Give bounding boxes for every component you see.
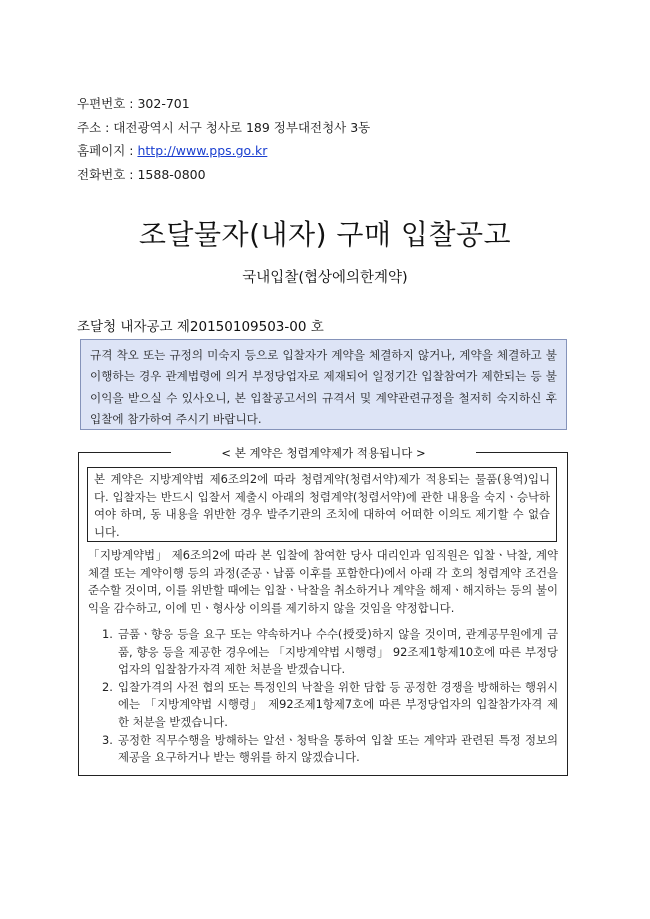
page-subtitle: 국내입찰(협상에의한계약) xyxy=(242,270,408,286)
item-text: 입찰가격의 사전 협의 또는 특정인의 낙찰을 위한 담합 등 공정한 경쟁을 방해하는 행위시에는 「지방계약법 시행령」 제92조제1항제7호에 따른 부정당업자의 입찰참가자격 제한 처분을 받겠습니다. xyxy=(118,679,558,729)
item-number: 3. xyxy=(102,732,113,747)
warning-notice: 규격 착오 또는 규정의 미숙지 등으로 입찰자가 계약을 체결하지 않거나, 계약을 체결하고 불이행하는 경우 관계법령에 의거 부정당업자로 제재되어 일정기간 입찰참여가 제한되는 등 불이익을 받으실 수 있사오니, 본 입찰공고서의 규격서 및 계약관련규정을 철저히 숙지하신 후 입찰에 참가하여 주시기 바랍니다. xyxy=(80,339,567,430)
address: 주소 : 대전광역시 서구 청사로 189 정부대전청사 3동 xyxy=(77,119,371,135)
homepage xyxy=(77,139,370,163)
phone-number: 전화번호 : 1588-0800 xyxy=(77,166,206,182)
contact-header xyxy=(77,92,370,186)
homepage-link[interactable]: http://www.pps.go.kr xyxy=(137,143,268,158)
item-text: 공정한 직무수행을 방해하는 알선ㆍ청탁을 통하여 입찰 또는 계약과 관련된 특정 정보의 제공을 요구하거나 받는 행위를 하지 않겠습니다. xyxy=(118,732,558,765)
list-item xyxy=(102,732,558,767)
pledge-text: 「지방계약법」 제6조의2에 따라 본 입찰에 참여한 당사 대리인과 임직원은 입찰ㆍ낙찰, 계약체결 또는 계약이행 등의 과정(준공ㆍ납품 이후를 포함한다)에서 아래 각 호의 청렴계약 조건을 준수할 것이며, 이를 위반할 때에는 입찰ㆍ낙찰을 취소하거나 계약을 해제ㆍ해지하는 등의 불이익을 감수하고, 이에 민ㆍ형사상 이의를 제기하지 않을 것임을 약정합니다. xyxy=(88,548,558,615)
list-item xyxy=(102,679,558,732)
item-text: 금품ㆍ향응 등을 요구 또는 약속하거나 수수(授受)하지 않을 것이며, 관계공무원에게 금품, 향응 등을 제공한 경우에는 「지방계약법 시행령」 92조제1항제10호에 따른 부정당업자의 입찰참가자격 제한 처분을 받겠습니다. xyxy=(118,627,558,677)
postal-code: 우편번호 : 302-701 xyxy=(77,96,190,111)
notice-number: 조달청 내자공고 제20150109503-00 호 xyxy=(77,319,324,335)
homepage-label: 홈페이지 : xyxy=(77,143,138,158)
page-title: 조달물자(내자) 구매 입찰공고 xyxy=(138,218,512,251)
list-item xyxy=(102,626,558,679)
integrity-pledge xyxy=(88,547,558,617)
pledge-items xyxy=(102,626,558,767)
item-number: 2. xyxy=(102,679,113,694)
integrity-summary: 본 계약은 지방계약법 제6조의2에 따라 청렴계약(청렴서약)제가 적용되는 물품(용역)입니다. 입찰자는 반드시 입찰서 제출시 아래의 청렴계약(청렴서약)에 관한 내용을 숙지ㆍ승낙하여야 하며, 동 내용을 위반한 경우 발주기관의 조치에 대하여 어떠한 이의도 제기할 수 없습니다. xyxy=(87,467,557,542)
integrity-heading: < 본 계약은 청렴계약제가 적용됩니다 > xyxy=(171,445,476,461)
item-number: 1. xyxy=(102,627,113,641)
